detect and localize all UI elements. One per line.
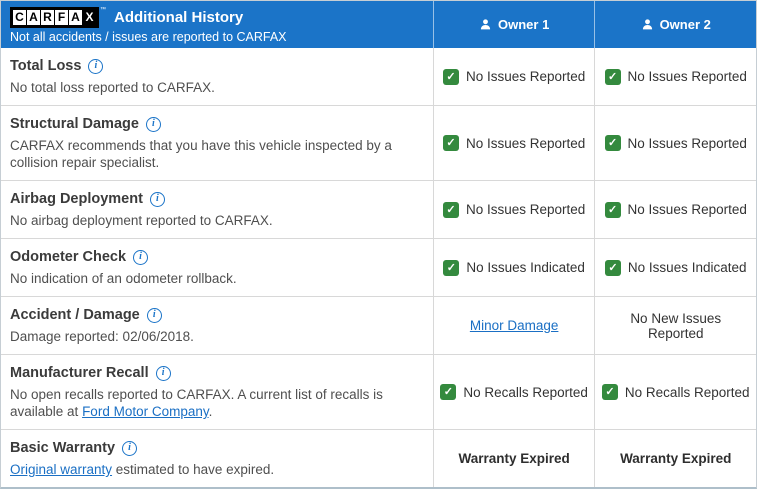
row-title: Structural Damage [10, 116, 139, 132]
info-icon[interactable]: i [156, 366, 171, 381]
row-description [10, 270, 419, 287]
person-icon [641, 18, 654, 31]
row-title: Airbag Deployment [10, 191, 143, 207]
row-description-cell [1, 430, 433, 487]
panel-subtitle: Not all accidents / issues are reported to CARFAX [10, 29, 287, 44]
info-icon[interactable]: i [146, 117, 161, 132]
logo-letter-x: X [83, 10, 96, 25]
logo-letter: R [41, 10, 54, 25]
owner2-column-header [594, 1, 756, 48]
owner-cell [594, 106, 756, 180]
row-description [10, 328, 419, 345]
info-icon[interactable]: i [122, 441, 137, 456]
row-description [10, 79, 419, 96]
status-text: No Issues Reported [627, 202, 747, 217]
check-icon: ✓ [605, 202, 621, 218]
row-description [10, 386, 419, 420]
logo-letter: A [69, 10, 82, 25]
info-icon[interactable]: i [133, 250, 148, 265]
owner-cell [433, 355, 595, 429]
description-text: No open recalls reported to CARFAX. A current list of recalls is available at [10, 387, 383, 419]
header-left [1, 1, 433, 48]
status-text: Warranty Expired [458, 451, 570, 466]
owner-cell [594, 48, 756, 105]
row-description-cell [1, 239, 433, 296]
status-text: Warranty Expired [620, 451, 732, 466]
row-description [10, 212, 419, 229]
history-rows [1, 48, 756, 487]
description-text: CARFAX recommends that you have this vehicle inspected by a collision repair specialist. [10, 138, 392, 170]
status-link[interactable]: Minor Damage [469, 318, 559, 333]
status-text: No Recalls Reported [624, 384, 750, 400]
description-link[interactable]: Original warranty [10, 462, 113, 477]
owner-cell [433, 239, 595, 296]
owner-cell [594, 355, 756, 429]
row-description-cell [1, 106, 433, 180]
status-text: No Issues Indicated [627, 260, 747, 275]
logo-letter: C [13, 10, 26, 25]
logo-letter: A [27, 10, 40, 25]
history-row [1, 354, 756, 429]
owner-cell [594, 297, 756, 354]
row-title: Total Loss [10, 58, 82, 74]
description-text: No total loss reported to CARFAX. [10, 80, 215, 95]
info-icon[interactable]: i [150, 192, 165, 207]
owner-column-label: Owner 2 [659, 17, 711, 32]
status-text: No Issues Reported [627, 69, 747, 84]
status-text: No Issues Indicated [466, 260, 585, 275]
status-text: No Recalls Reported [463, 384, 588, 400]
row-description-cell [1, 48, 433, 105]
owner-cell [433, 181, 595, 238]
row-description [10, 137, 419, 171]
person-icon [479, 18, 492, 31]
row-description-cell [1, 181, 433, 238]
history-row [1, 180, 756, 238]
description-link[interactable]: Ford Motor Company [82, 404, 209, 419]
description-text: estimated to have expired. [112, 462, 275, 477]
description-text: Damage reported: 02/06/2018. [10, 329, 194, 344]
logo-letter: F [55, 10, 68, 25]
info-icon[interactable]: i [147, 308, 162, 323]
status-text: No Issues Reported [465, 135, 586, 151]
history-row [1, 238, 756, 296]
carfax-logo [10, 7, 106, 28]
description-text: No indication of an odometer rollback. [10, 271, 237, 286]
history-row [1, 48, 756, 105]
status-text: No Issues Reported [627, 135, 747, 151]
row-title: Odometer Check [10, 249, 127, 265]
check-icon: ✓ [602, 384, 618, 400]
row-title: Basic Warranty [10, 440, 116, 456]
carfax-logo-letters [10, 7, 99, 28]
owner-cell [594, 181, 756, 238]
history-row [1, 296, 756, 354]
status-text: No Issues Reported [465, 69, 586, 84]
status-text: No New Issues Reported [630, 310, 722, 341]
owner-cell [433, 430, 595, 487]
owner-cell [594, 430, 756, 487]
history-row [1, 429, 756, 487]
owner-cell [433, 48, 595, 105]
panel-header [1, 1, 756, 48]
owner-cell [594, 239, 756, 296]
check-icon: ✓ [440, 384, 456, 400]
owner-cell [433, 106, 595, 180]
owner-cell [433, 297, 595, 354]
row-title: Manufacturer Recall [10, 365, 149, 381]
row-description [10, 461, 419, 478]
info-icon[interactable]: i [88, 59, 103, 74]
description-text: No airbag deployment reported to CARFAX. [10, 213, 273, 228]
check-icon: ✓ [443, 135, 459, 151]
trademark-symbol: ™ [100, 6, 106, 13]
history-row [1, 105, 756, 180]
check-icon: ✓ [443, 202, 459, 218]
owner1-column-header [433, 1, 595, 48]
check-icon: ✓ [605, 260, 621, 276]
check-icon: ✓ [443, 69, 459, 85]
check-icon: ✓ [605, 69, 621, 85]
description-text: . [208, 404, 213, 419]
row-description-cell [1, 297, 433, 354]
panel-title: Additional History [114, 8, 244, 26]
owner-column-label: Owner 1 [498, 17, 550, 32]
row-description-cell [1, 355, 433, 429]
check-icon: ✓ [443, 260, 459, 276]
status-text: No Issues Reported [465, 202, 586, 217]
check-icon: ✓ [605, 135, 621, 151]
row-title: Accident / Damage [10, 307, 140, 323]
